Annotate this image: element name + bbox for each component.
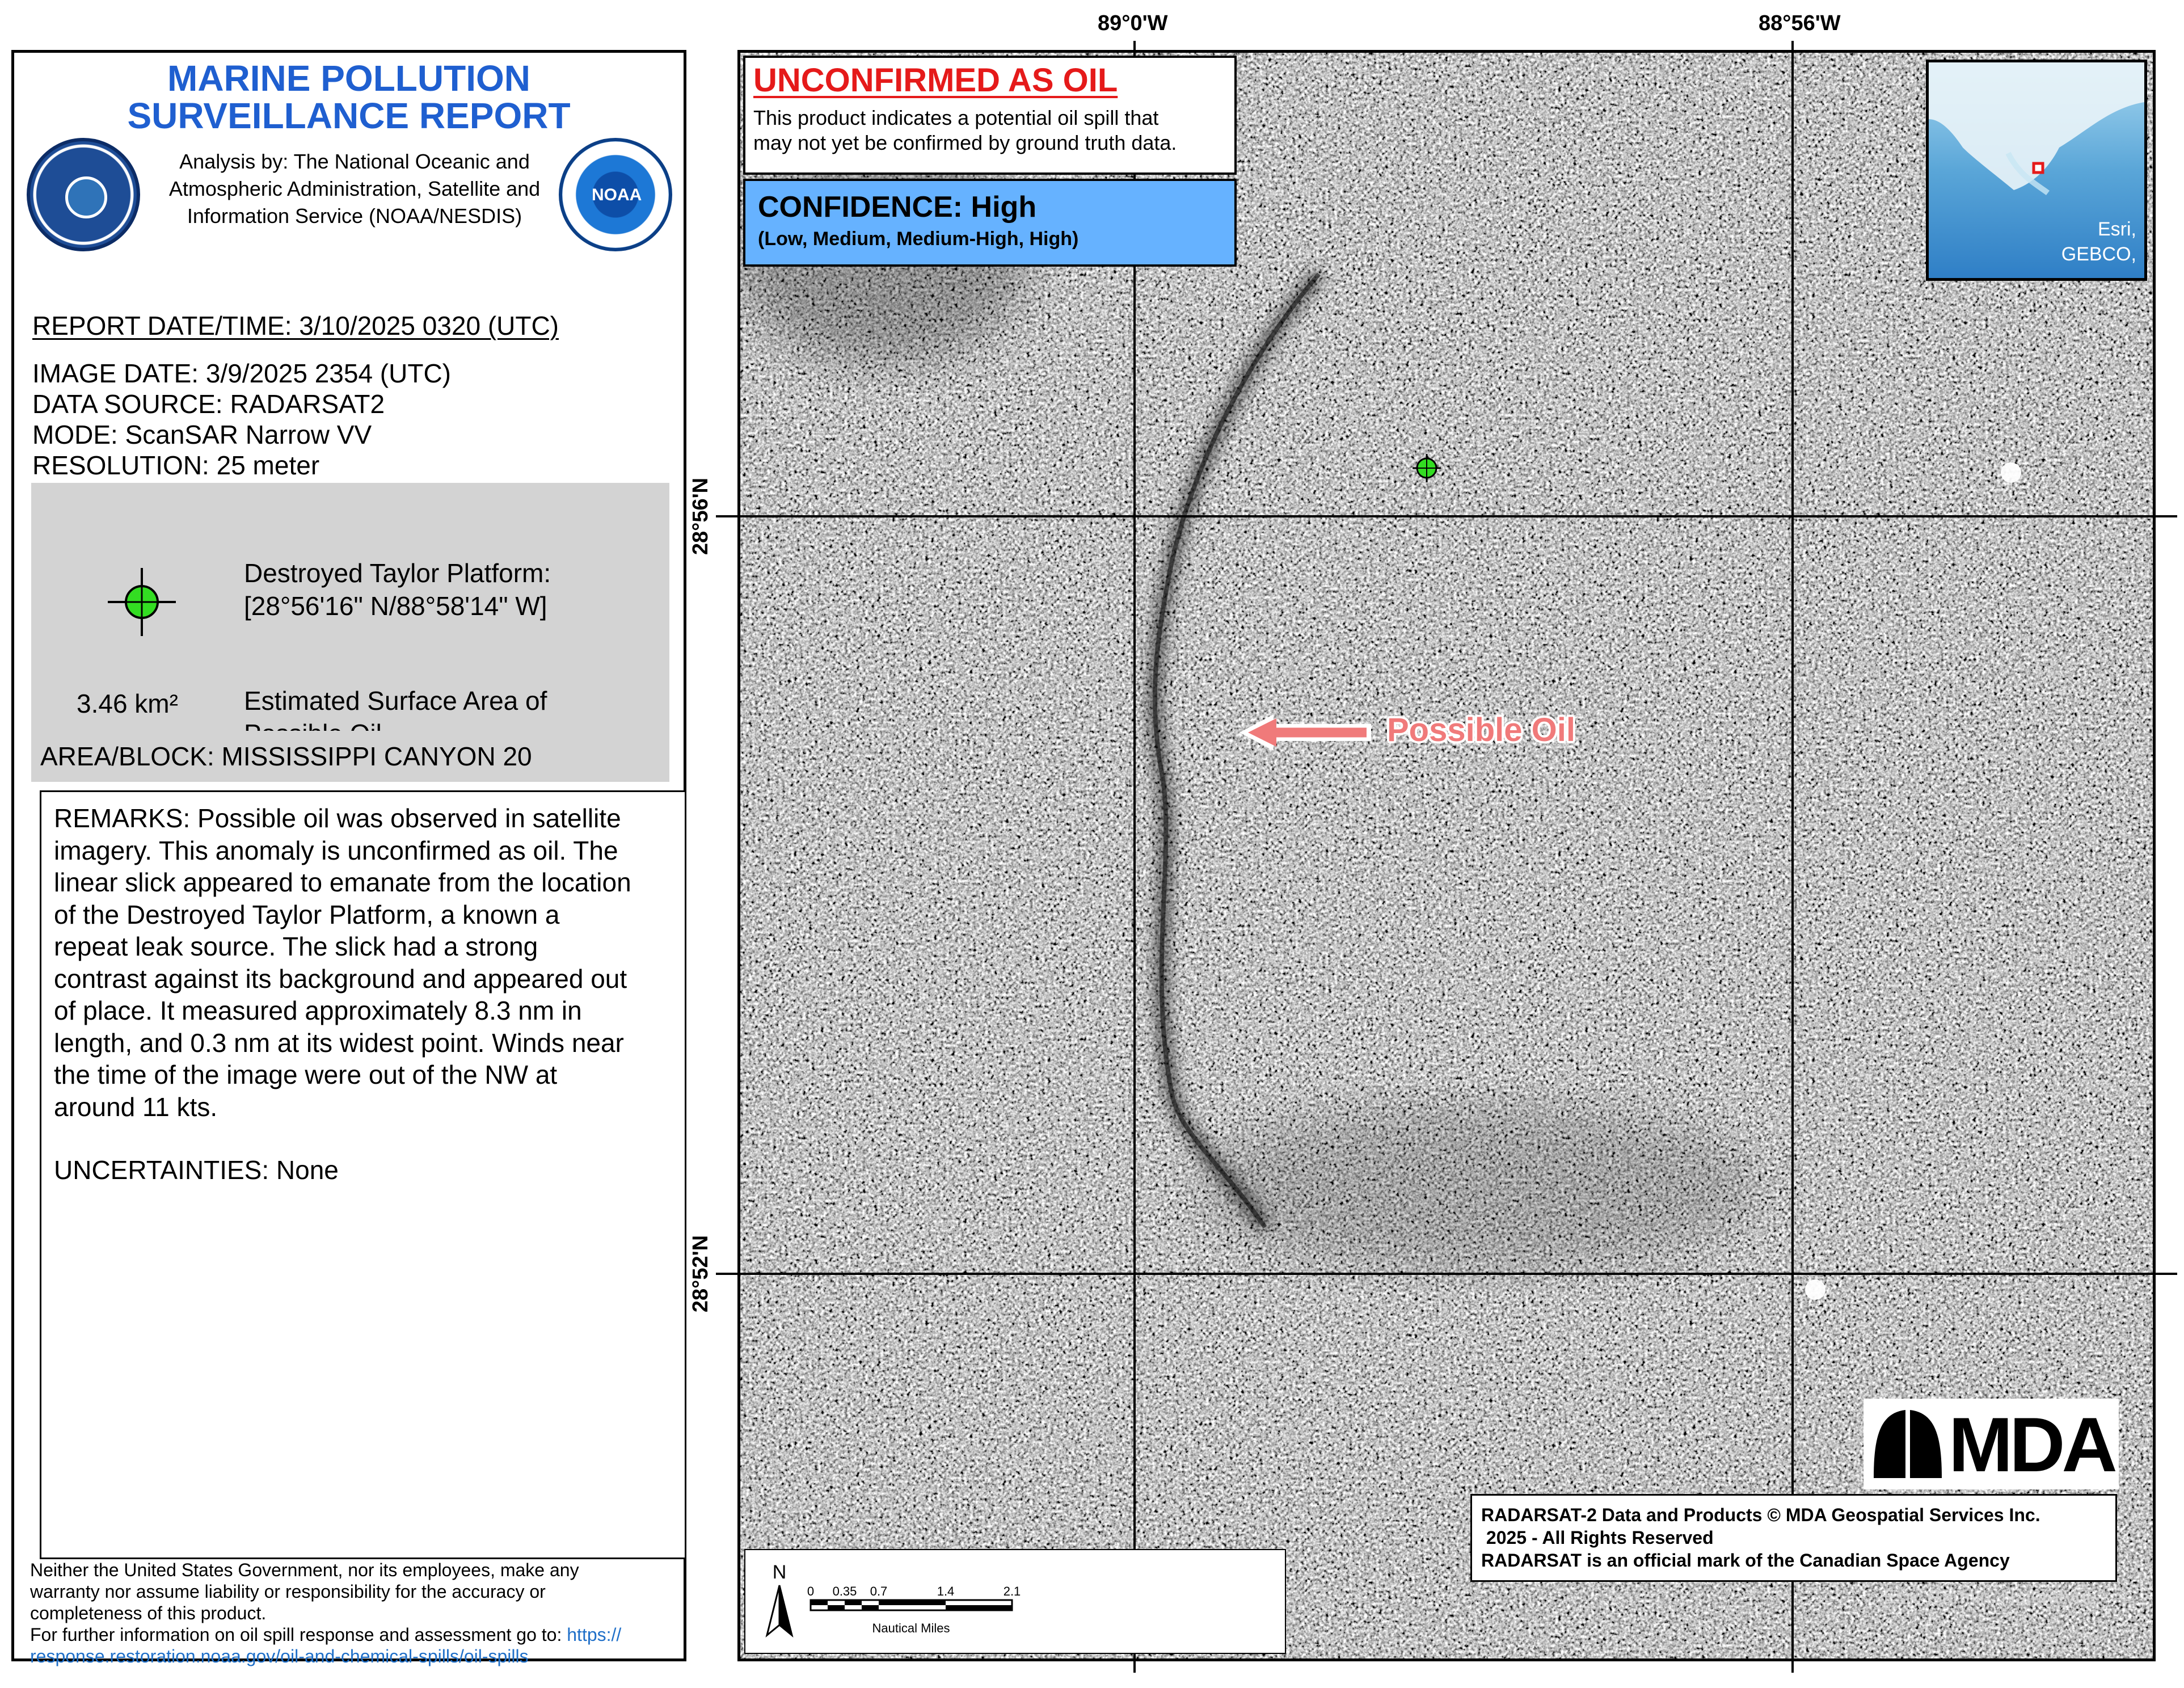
data-source: DATA SOURCE: RADARSAT2 <box>32 389 385 419</box>
remarks-line: linear slick appeared to emanate from the location <box>54 868 631 897</box>
scale-tick-label: 0 <box>807 1584 815 1598</box>
platform-label <box>244 557 664 622</box>
copyright-line: 2025 - All Rights Reserved <box>1481 1527 1714 1548</box>
basemap-attribution: Esri, Garmin, NaturalVue <box>1883 1586 2097 1608</box>
unconfirmed-text <box>753 106 1230 155</box>
longitude-label: 89°0'W <box>1098 11 1168 35</box>
scale-tick-label: 0.7 <box>870 1584 888 1598</box>
area-block: AREA/BLOCK: MISSISSIPPI CANYON 20 <box>31 731 669 782</box>
remarks-line: the time of the image were out of the NW at <box>54 1060 558 1089</box>
unconfirmed-title: UNCONFIRMED AS OIL <box>753 62 1118 99</box>
scale-bar-box <box>744 1549 1286 1654</box>
oil-spills-link[interactable]: https:// <box>567 1624 622 1645</box>
platform-marker-icon <box>108 568 176 636</box>
surface-area-value: 3.46 km² <box>77 689 178 718</box>
imaging-mode: MODE: ScanSAR Narrow VV <box>32 420 372 449</box>
eagle-emblem-icon <box>65 176 107 218</box>
confidence-title: CONFIDENCE: High <box>758 191 1037 224</box>
inset-attribution <box>2061 217 2136 267</box>
uncertainties-text: UNCERTAINTIES: None <box>54 1155 339 1185</box>
confidence-box <box>743 179 1237 267</box>
longitude-label: 88°56'W <box>1759 11 1841 35</box>
scale-tick-label: 0.35 <box>832 1584 857 1598</box>
disclaimer-line: Neither the United States Government, nor its employees, make any <box>30 1560 579 1580</box>
report-title-line2: SURVEILLANCE REPORT <box>127 95 571 136</box>
unconfirmed-line: may not yet be confirmed by ground truth data. <box>753 131 1177 154</box>
inset-locator-map[interactable] <box>1926 60 2147 281</box>
attrib-line: Esri, <box>2098 218 2136 240</box>
remarks-line: repeat leak source. The slick had a strong <box>54 932 538 961</box>
north-arrow-label: N <box>772 1561 787 1583</box>
image-date: IMAGE DATE: 3/9/2025 2354 (UTC) <box>32 359 451 388</box>
bright-target <box>1805 1279 1825 1300</box>
remarks-text <box>54 802 678 1123</box>
latitude-label: 28°52'N <box>689 1235 712 1313</box>
north-arrow-icon <box>767 1585 792 1635</box>
remarks-line: imagery. This anomaly is unconfirmed as oil. The <box>54 835 618 865</box>
disclaimer-line <box>30 1624 682 1645</box>
scale-tick-labels <box>807 1584 1021 1598</box>
confidence-scale: (Low, Medium, Medium-High, High) <box>758 228 1079 250</box>
scale-tick-label: 1.4 <box>937 1584 955 1598</box>
disclaimer <box>30 1559 682 1667</box>
remarks-box <box>40 790 686 1559</box>
possible-oil-label: Possible Oil <box>1387 712 1575 748</box>
mda-logo-text: MDA <box>1949 1401 2114 1488</box>
analysis-credit <box>156 148 553 230</box>
mda-logo <box>1863 1399 2119 1489</box>
platform-name: Destroyed Taylor Platform: <box>244 558 551 588</box>
scale-bar-segments <box>811 1600 1012 1610</box>
copyright-line: RADARSAT is an official mark of the Canadian Space Agency <box>1481 1550 2010 1571</box>
legend-panel <box>31 483 669 761</box>
scale-tick-label: 2.1 <box>1003 1584 1021 1598</box>
bright-target <box>2001 462 2021 483</box>
disclaimer-line: warranty nor assume liability or responsibility for the accuracy or <box>30 1581 546 1602</box>
noaa-badge-text: NOAA <box>592 186 642 204</box>
resolution: RESOLUTION: 25 meter <box>32 451 320 480</box>
remarks-line: length, and 0.3 nm at its widest point. Winds near <box>54 1028 624 1058</box>
attrib-line: GEBCO, <box>2061 243 2136 265</box>
mda-logo-mark-icon <box>1868 1404 1947 1484</box>
analysis-line: Analysis by: The National Oceanic and <box>179 150 530 173</box>
noaa-logo-icon <box>559 138 672 251</box>
remarks-line: around 11 kts. <box>54 1092 218 1122</box>
report-title <box>14 60 684 134</box>
platform-coords: [28°56'16" N/88°58'14" W] <box>244 591 547 621</box>
report-panel <box>11 50 686 1666</box>
scale-unit-label: Nautical Miles <box>872 1621 950 1635</box>
copyright-line: RADARSAT-2 Data and Products © MDA Geospatial Services Inc. <box>1481 1505 2040 1525</box>
remarks-line: contrast against its background and appeared out <box>54 963 627 994</box>
remarks-line: of the Destroyed Taylor Platform, a known a <box>54 899 560 929</box>
area-label-line: Estimated Surface Area of <box>244 686 547 715</box>
scale-bar <box>745 1550 1285 1653</box>
copyright-box <box>1470 1494 2117 1582</box>
unconfirmed-line: This product indicates a potential oil spill that <box>753 106 1159 129</box>
report-title-line1: MARINE POLLUTION <box>167 58 530 99</box>
latitude-label: 28°56'N <box>689 477 712 555</box>
unconfirmed-notice <box>743 56 1237 175</box>
remarks-line: of place. It measured approximately 8.3 nm in <box>54 996 582 1025</box>
disclaimer-line: completeness of this product. <box>30 1603 267 1623</box>
oil-spills-link-continued[interactable]: response.restoration.noaa.gov/oil-and-chemical-spills/oil-spills <box>30 1646 529 1666</box>
department-of-commerce-seal-icon <box>27 138 140 251</box>
info-text: For further information on oil spill response and assessment go to: <box>30 1624 567 1645</box>
remarks-line: REMARKS: Possible oil was observed in satellite <box>54 803 621 833</box>
location-marker-icon <box>2034 163 2043 172</box>
report-datetime: REPORT DATE/TIME: 3/10/2025 0320 (UTC) <box>32 311 559 340</box>
analysis-line: Information Service (NOAA/NESDIS) <box>187 204 522 228</box>
analysis-line: Atmospheric Administration, Satellite and <box>168 177 541 200</box>
dark-patch <box>1194 1102 1761 1273</box>
